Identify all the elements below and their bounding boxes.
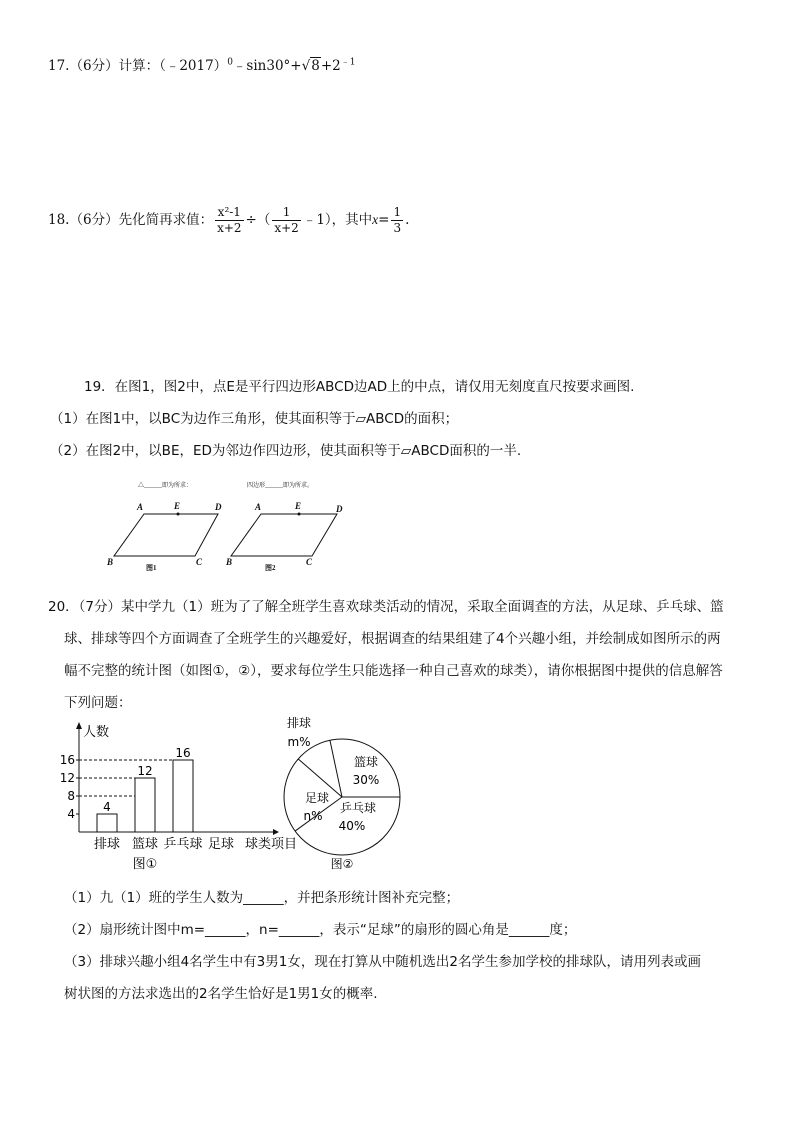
pie-chart [280,712,410,877]
x-axis-label: 球类项目 [245,837,298,852]
frac3-denominator: 3 [393,221,402,235]
q20-sub3a: （3）排球兴趣小组4名学生中有3男1女，现在打算从中随机选出2名学生参加学校的排球队，请用列表或画 [64,954,701,970]
q17-exp0: 0 [227,57,233,68]
fig1-caption: 图1 [146,564,157,572]
q18-fraction-3 [391,205,403,236]
chart-title: 图② [330,857,354,871]
slice-label-paiqiu: m% [287,735,311,749]
q18-fraction-1 [215,205,243,236]
fig1-parallelogram [114,514,218,556]
bar [135,778,155,832]
fig2-label-a: A [255,502,262,512]
y-tick-label: 16 [59,753,75,767]
q18-end: . [405,212,410,228]
q18-number: 18. [48,212,70,228]
q20-line4: 下列问题： [64,695,132,711]
frac1-numerator: x²-1 [215,205,243,221]
q18-div: ÷（ [245,212,271,228]
q18-var: x [372,212,379,227]
fig1-label-b: B [107,557,114,567]
q17-lead: 计算：（﹣2017） [118,58,228,74]
q19-part1: （1）在图1中，以BC为边作三角形，使其面积等于▱ABCD的面积； [50,411,459,427]
slice-label-zuqiu: n% [303,809,323,823]
q17-radicand: 8 [311,58,320,74]
fig1-caption-top: △______即为所求： [138,483,193,489]
fig1-label-e: E [174,501,181,511]
slice-name-lanqiu: 篮球 [353,755,379,769]
q20-sub2: （2）扇形统计图中m=______，n=______，表示“足球”的扇形的圆心角是______度； [64,922,577,938]
y-tick-label: 8 [67,789,75,803]
q20-line2: 球、排球等四个方面调查了全班学生的兴趣爱好，根据调查的结果组建了4个兴趣小组，并绘制成如图所示的两 [64,631,721,647]
q17-exp-neg1: ﹣1 [340,57,356,68]
fig2-label-d: D [336,504,343,514]
chart-title: 图① [132,857,158,872]
fig2-label-e: E [295,501,302,511]
x-axis-arrow [273,829,279,835]
bar-value-label: 16 [175,746,191,760]
slice-label-pingpang: 40% [338,819,366,833]
fig2-parallelogram [231,514,337,556]
fig2-label-b: B [226,557,233,567]
category-label: 排球 [93,837,121,852]
question-18 [48,205,409,236]
y-tick-label: 4 [67,807,75,821]
slice-name-zuqiu: 足球 [304,791,330,805]
frac3-numerator: 1 [393,205,402,219]
slice-label-lanqiu: 30% [352,773,380,787]
q19-figures [100,476,370,576]
slice-name-pingpang: 乒乓球 [339,801,377,815]
y-axis-label: 人数 [83,725,110,740]
fig2-point-e [298,513,301,516]
q18-points: （6分） [69,212,119,228]
fig1-label-c: C [196,557,203,567]
sqrt-symbol: √8 [301,58,320,74]
q17-points: （6分） [69,58,119,74]
q17-number: 17. [48,58,70,74]
q17-mid1: ﹣sin30°+ [232,58,302,74]
q20-line3: 幅不完整的统计图（如图①，②），要求每位学生只能选择一种自己喜欢的球类），请你根据图中提供的信息解答 [64,663,723,679]
frac1-denominator: x+2 [217,221,242,235]
q20-sub1: （1）九（1）班的学生人数为______，并把条形统计图补充完整； [64,890,460,906]
q19-intro: 19．在图1，图2中，点E是平行四边形ABCD边AD上的中点，请仅用无刻度直尺按要求画图. [84,379,635,395]
category-label: 足球 [207,837,235,852]
bar-value-label: 12 [137,764,153,778]
bar-value-label: 4 [103,800,111,814]
q17-mid2: +2 [320,58,341,74]
category-label: 篮球 [131,837,159,852]
bar [97,814,117,832]
slice-name-paiqiu: 排球 [286,716,312,730]
q20-sub3b: 树状图的方法求选出的2名学生恰好是1男1女的概率. [64,986,378,1002]
fig1-label-d: D [215,502,222,512]
q18-minus1: ﹣1），其中 [302,212,373,228]
y-axis-arrow [76,722,82,729]
q18-eq: = [378,212,390,228]
bar-chart [55,718,305,878]
category-label: 乒乓球 [163,837,203,852]
q18-lead: 先化简再求值： [118,212,214,228]
fig1-label-a: A [137,502,144,512]
frac2-numerator: 1 [272,205,300,221]
q19-part2: （2）在图2中，以BE，ED为邻边作四边形，使其面积等于▱ABCD面积的一半. [50,443,522,459]
q20-line1: 20．（7分）某中学九（1）班为了了解全班学生喜欢球类活动的情况，采取全面调查的方法，从足球、乒乓球、篮 [48,599,724,615]
fig1-point-e [177,513,180,516]
question-17 [48,54,355,74]
fig2-caption: 图2 [265,564,276,572]
fig2-label-c: C [306,557,313,567]
bar [173,760,193,832]
frac2-denominator: x+2 [274,221,299,235]
y-tick-label: 12 [59,771,75,785]
fig2-caption-top: 四边形______即为所求。 [247,483,314,489]
q18-fraction-2 [272,205,300,236]
